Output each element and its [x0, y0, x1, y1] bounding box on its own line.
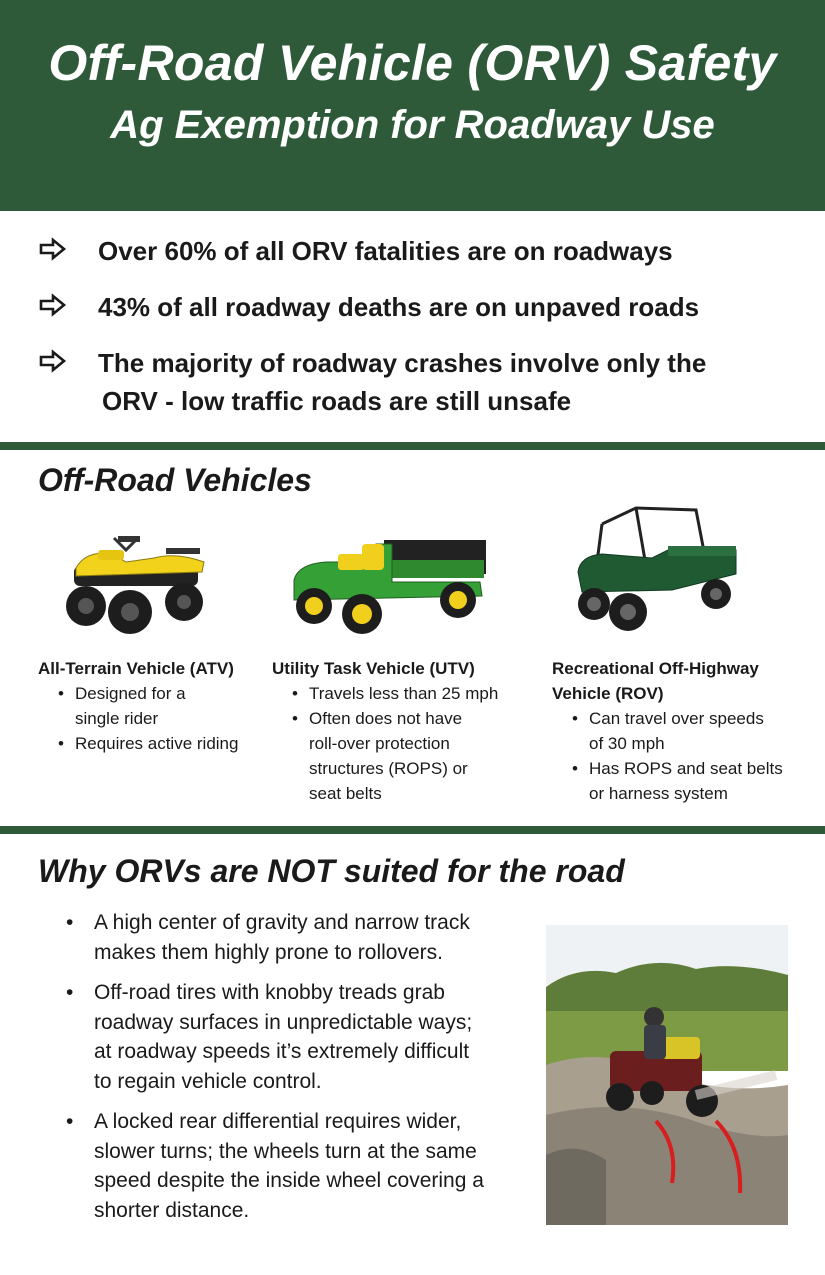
vehicle-name-line: Recreational Off-Highway: [552, 659, 759, 678]
vehicle-rov: [552, 656, 814, 806]
reason-item: [62, 908, 522, 967]
reason-text: shorter distance.: [94, 1198, 250, 1222]
bullet-text: Can travel over speeds: [589, 709, 764, 728]
key-facts-list: [0, 232, 825, 438]
bullet-text: of 30 mph: [589, 734, 665, 753]
vehicle-name: [552, 656, 814, 706]
vehicles-section-title: Off-Road Vehicles: [38, 462, 312, 498]
reasons-list: [62, 908, 522, 1236]
reason-text: A locked rear differential requires wider,: [94, 1110, 462, 1133]
reason-text: makes them highly prone to rollovers.: [94, 940, 443, 964]
bullet-text: seat belts: [309, 784, 382, 803]
reason-text: Off-road tires with knobby treads grab: [94, 981, 445, 1004]
fact-text-continued: ORV - low traffic roads are still unsafe: [102, 386, 572, 416]
vehicle-bullet: [38, 731, 270, 756]
vehicle-name: All-Terrain Vehicle (ATV): [38, 659, 234, 678]
vehicle-bullet: [272, 681, 542, 706]
bullet-text: Often does not have: [309, 709, 463, 728]
bullet-text: single rider: [75, 709, 159, 728]
why-section-title: Why ORVs are NOT suited for the road: [38, 853, 625, 889]
vehicle-name: Utility Task Vehicle (UTV): [272, 659, 475, 678]
fact-item: [0, 344, 825, 420]
bullet-text: Designed for a: [75, 684, 186, 703]
bullet-text: Travels less than 25 mph: [309, 684, 499, 703]
utv-image: [294, 540, 486, 634]
reason-text: speed despite the inside wheel covering a: [94, 1169, 484, 1192]
bullet-text: Requires active riding: [75, 734, 239, 753]
reason-item: [62, 1107, 522, 1225]
reason-text: to regain vehicle control.: [94, 1069, 322, 1093]
fact-text: The majority of roadway crashes involve only the: [98, 348, 707, 378]
bullet-text: or harness system: [589, 784, 728, 803]
vehicle-bullet: [272, 706, 542, 806]
right-arrow-outline-icon: [38, 346, 68, 376]
bullet-text: structures (ROPS) or: [309, 759, 468, 778]
fact-text: 43% of all roadway deaths are on unpaved roads: [98, 292, 700, 322]
vehicle-utv: [272, 656, 542, 806]
vehicle-bullet: [552, 756, 814, 806]
fact-text: Over 60% of all ORV fatalities are on roadways: [98, 236, 673, 266]
reason-text: roadway surfaces in unpredictable ways;: [94, 1010, 473, 1034]
reason-text: at roadway speeds it’s extremely difficult: [94, 1040, 470, 1063]
vehicle-bullet: [38, 681, 270, 731]
bullet-text: Has ROPS and seat belts: [589, 759, 783, 778]
right-arrow-outline-icon: [38, 234, 68, 264]
section-divider: [0, 826, 825, 834]
reason-item: [62, 978, 522, 1096]
header-banner: [0, 0, 825, 211]
page-subtitle: Ag Exemption for Roadway Use: [110, 103, 715, 147]
reason-text: slower turns; the wheels turn at the same: [94, 1139, 477, 1163]
fact-item: [0, 232, 825, 270]
vehicle-name-line: Vehicle (ROV): [552, 684, 664, 703]
atv-turning-photo: [546, 925, 788, 1225]
reason-text: A high center of gravity and narrow track: [94, 911, 470, 934]
fact-item: [0, 288, 825, 326]
vehicle-bullet: [552, 706, 814, 756]
section-divider: [0, 442, 825, 450]
vehicle-atv: [38, 656, 270, 756]
rov-image: [578, 508, 736, 631]
right-arrow-outline-icon: [38, 290, 68, 320]
atv-image: [56, 528, 214, 636]
page-title: Off-Road Vehicle (ORV) Safety: [48, 35, 777, 91]
bullet-text: roll-over protection: [309, 734, 450, 753]
